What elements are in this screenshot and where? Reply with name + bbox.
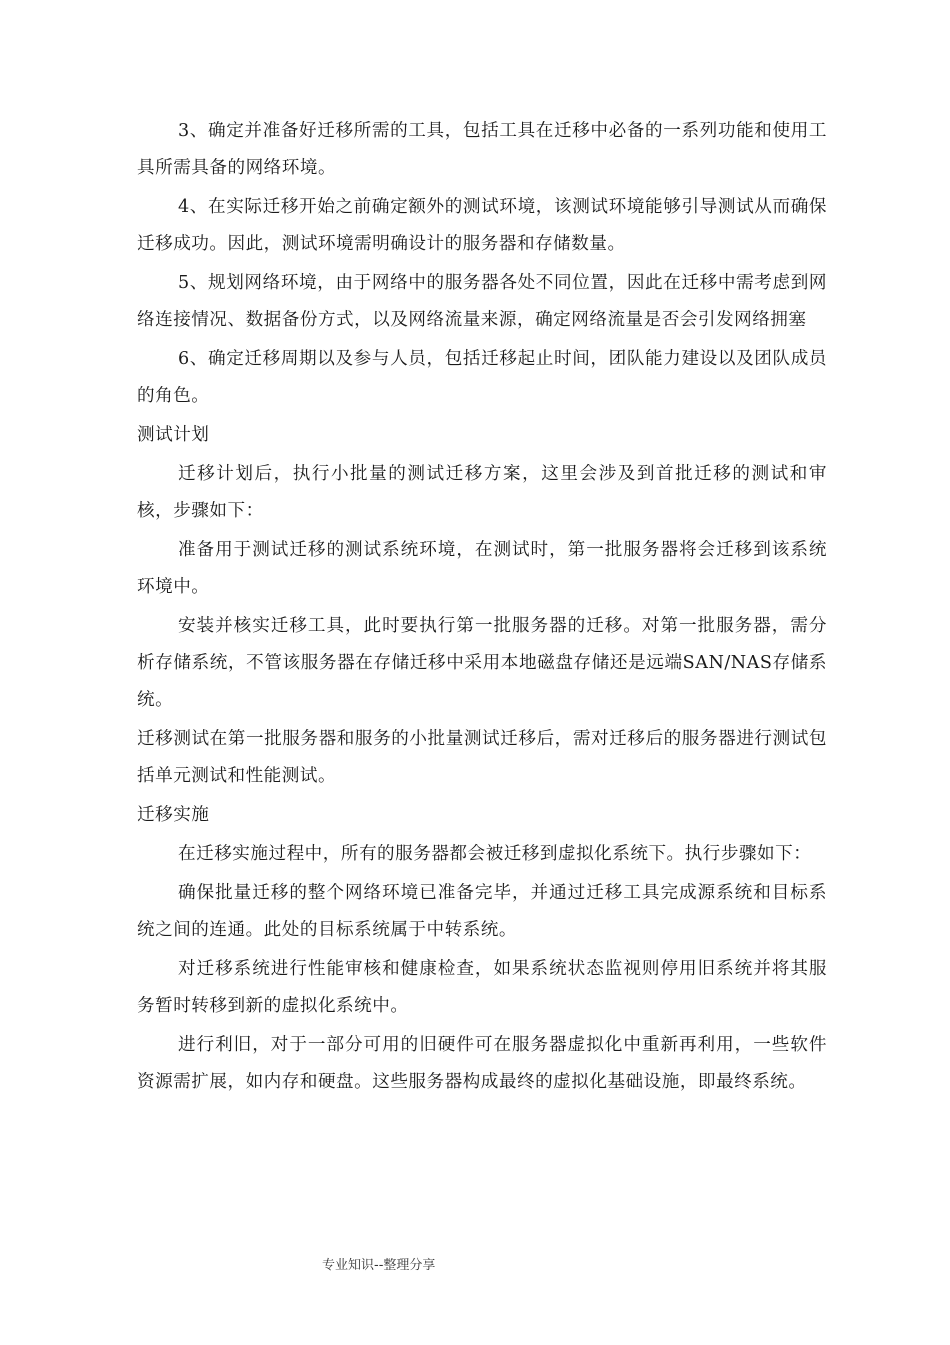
paragraph-health-check: 对迁移系统进行性能审核和健康检查，如果系统状态监视则停用旧系统并将其服务暂时转移到新的虚拟化系统中。	[137, 959, 827, 1016]
section-heading-implementation: 迁移实施	[137, 805, 210, 825]
document-body	[137, 113, 827, 1103]
paragraph-install-tools: 安装并核实迁移工具，此时要执行第一批服务器的迁移。对第一批服务器，需分析存储系统，不管该服务器在存储迁移中采用本地磁盘存储还是远端SAN/NAS存储系统。	[137, 616, 827, 710]
paragraph-migration-test: 迁移测试在第一批服务器和服务的小批量测试迁移后，需对迁移后的服务器进行测试包括单元测试和性能测试。	[137, 729, 827, 786]
paragraph-network-ready: 确保批量迁移的整个网络环境已准备完毕，并通过迁移工具完成源系统和目标系统之间的连通。此处的目标系统属于中转系统。	[137, 883, 827, 940]
paragraph-step-6: 6、确定迁移周期以及参与人员，包括迁移起止时间，团队能力建设以及团队成员的角色。	[137, 349, 827, 406]
paragraph-impl-intro: 在迁移实施过程中，所有的服务器都会被迁移到虚拟化系统下。执行步骤如下：	[178, 844, 812, 864]
paragraph-reuse: 进行利旧，对于一部分可用的旧硬件可在服务器虚拟化中重新再利用，一些软件资源需扩展，如内存和硬盘。这些服务器构成最终的虚拟化基础设施，即最终系统。	[137, 1035, 827, 1092]
page-footer: 专业知识--整理分享	[322, 1258, 436, 1273]
paragraph-step-4: 4、在实际迁移开始之前确定额外的测试环境，该测试环境能够引导测试从而确保迁移成功。因此，测试环境需明确设计的服务器和存储数量。	[137, 197, 827, 254]
paragraph-test-env: 准备用于测试迁移的测试系统环境，在测试时，第一批服务器将会迁移到该系统环境中。	[137, 540, 827, 597]
section-heading-test-plan: 测试计划	[137, 425, 210, 445]
paragraph-step-3: 3、确定并准备好迁移所需的工具，包括工具在迁移中必备的一系列功能和使用工具所需具备的网络环境。	[137, 121, 827, 178]
paragraph-step-5: 5、规划网络环境，由于网络中的服务器各处不同位置，因此在迁移中需考虑到网络连接情况、数据备份方式，以及网络流量来源，确定网络流量是否会引发网络拥塞	[137, 273, 827, 330]
paragraph-test-intro: 迁移计划后，执行小批量的测试迁移方案，这里会涉及到首批迁移的测试和审核，步骤如下：	[137, 464, 827, 521]
